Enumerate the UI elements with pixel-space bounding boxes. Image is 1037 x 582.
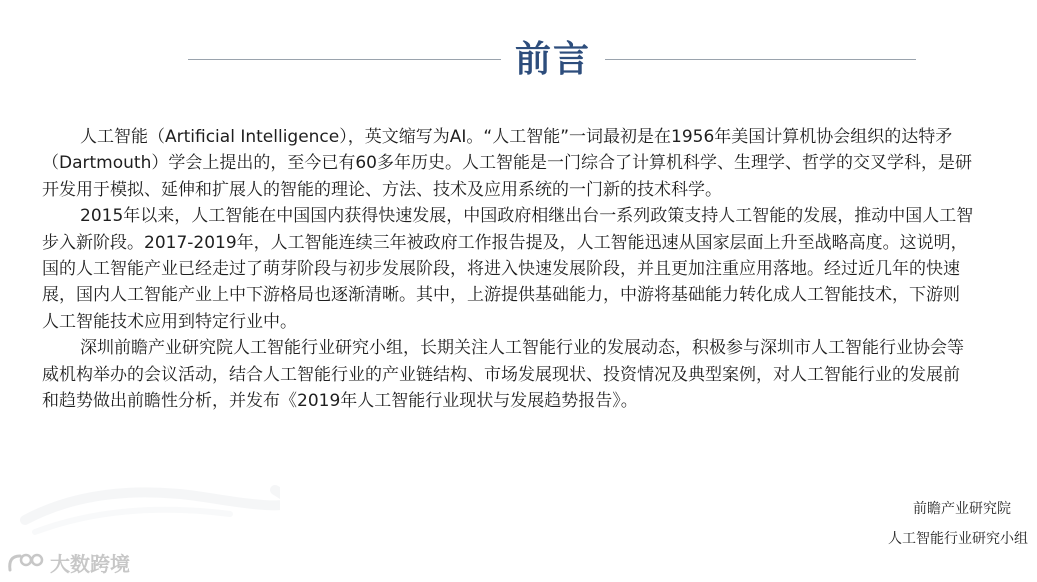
signature-group: 人工智能行业研究小组 bbox=[888, 531, 1028, 547]
paragraph-line: 国的人工智能产业已经走过了萌芽阶段与初步发展阶段，将进入快速发展阶段，并且更加注重应用落地。经过近几年的快速 bbox=[42, 258, 960, 279]
paragraph-line: 2015年以来，人工智能在中国国内获得快速发展，中国政府相继出台一系列政策支持人工智能的发展，推动中国人工智 bbox=[80, 206, 974, 227]
paragraph-line: 开发用于模拟、延伸和扩展人的智能的理论、方法、技术及应用系统的一门新的技术科学。 bbox=[42, 179, 722, 200]
background-swoosh-decoration bbox=[20, 470, 280, 540]
paragraph-line: 展，国内人工智能产业上中下游格局也逐渐清晰。其中，上游提供基础能力，中游将基础能力转化成人工智能技术，下游则 bbox=[42, 285, 960, 306]
paragraph-line: 威机构举办的会议活动，结合人工智能行业的产业链结构、市场发展现状、投资情况及典型案例，对人工智能行业的发展前 bbox=[42, 364, 960, 385]
paragraph-line: 和趋势做出前瞻性分析，并发布《2019年人工智能行业现状与发展趋势报告》。 bbox=[42, 390, 638, 411]
paragraph-line: （Dartmouth）学会上提出的，至今已有60多年历史。人工智能是一门综合了计算机科学、生理学、哲学的交叉学科，是研 bbox=[42, 153, 972, 174]
paragraph-line: 步入新阶段。2017-2019年，人工智能连续三年被政府工作报告提及，人工智能迅速从国家层面上升至战略高度。这说明， bbox=[42, 232, 968, 253]
paragraph-line: 人工智能（Artificial Intelligence），英文缩写为AI。“人工智能”一词最初是在1956年美国计算机协会组织的达特矛 bbox=[80, 127, 953, 147]
paragraph-line: 人工智能技术应用到特定行业中。 bbox=[42, 311, 297, 332]
signature-org: 前瞻产业研究院 bbox=[913, 501, 1011, 517]
title-rule-right bbox=[605, 59, 916, 60]
watermark bbox=[6, 548, 130, 577]
watermark-text: 大数跨境 bbox=[50, 552, 130, 576]
title-rule-left bbox=[188, 59, 501, 60]
body-text bbox=[42, 124, 1037, 414]
brand-logo-icon bbox=[6, 550, 46, 576]
page-title: 前言 bbox=[514, 39, 591, 80]
header bbox=[0, 0, 1037, 110]
paragraph-line: 深圳前瞻产业研究院人工智能行业研究小组，长期关注人工智能行业的发展动态，积极参与深圳市人工智能行业协会等 bbox=[80, 338, 964, 359]
